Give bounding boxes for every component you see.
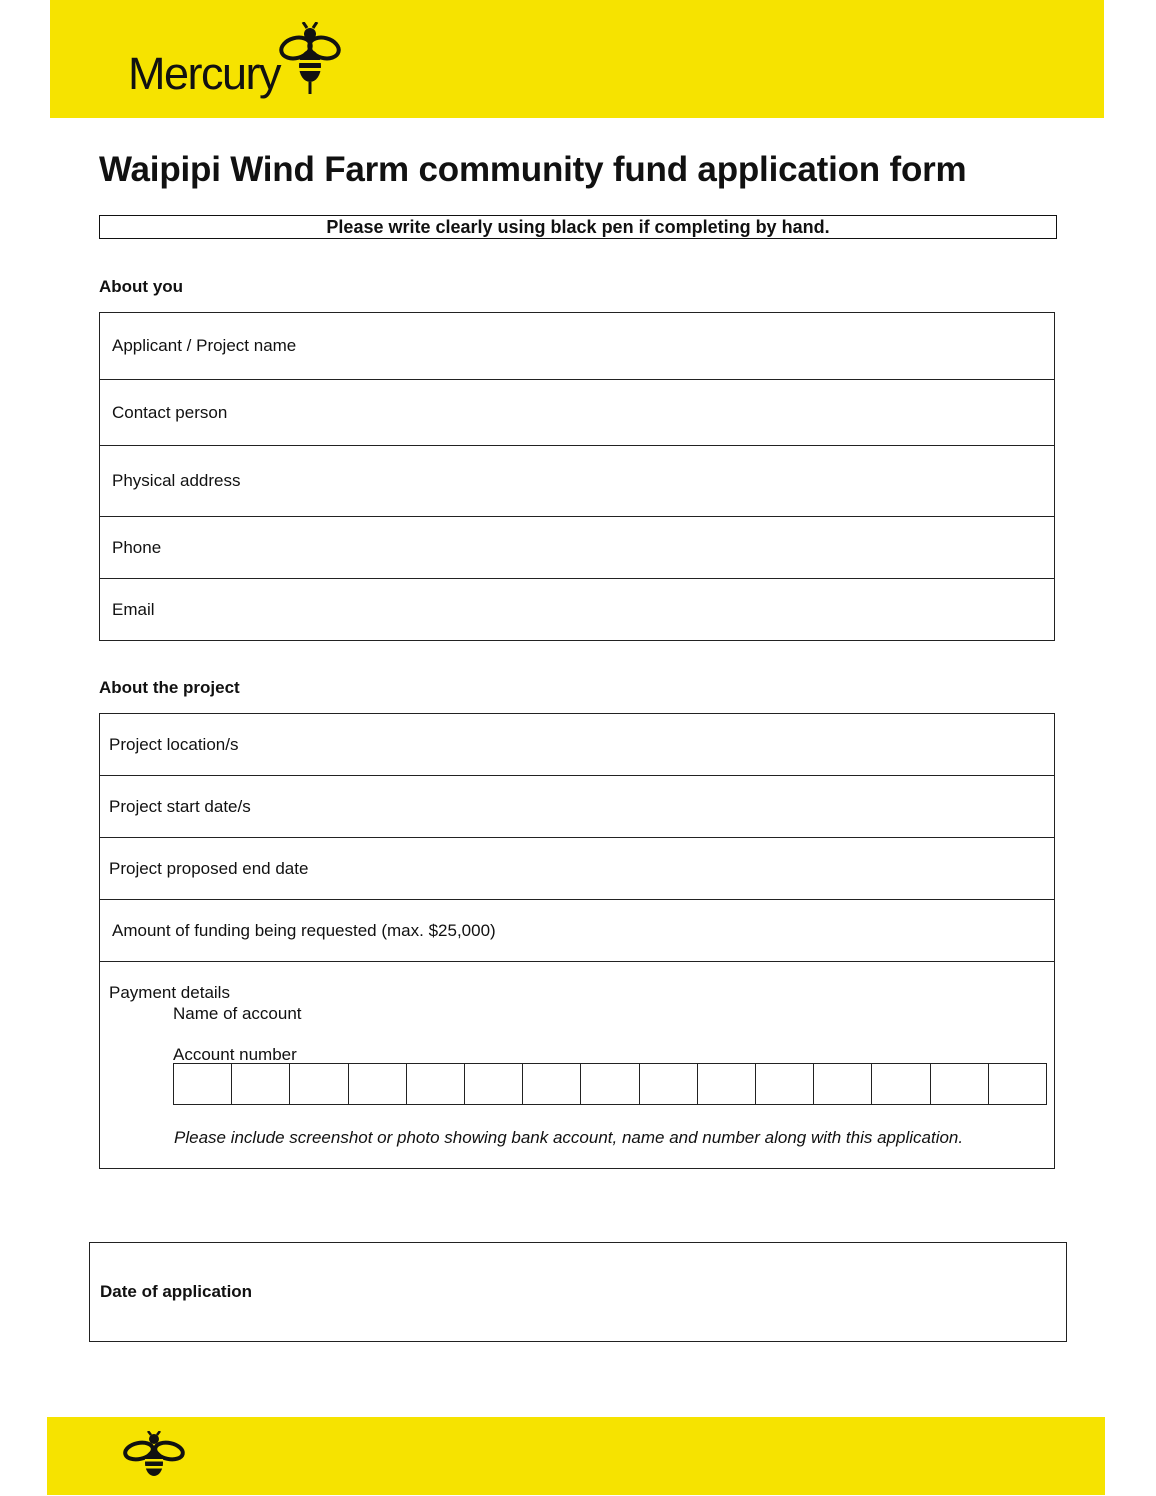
date-of-application-label: Date of application [100,1282,253,1301]
funding-amount-field[interactable] [100,900,1054,962]
about-project-table [99,713,1055,1169]
instruction-notice: Please write clearly using black pen if completing by hand. [99,215,1057,239]
field-label: Phone [112,537,162,557]
project-location-field[interactable] [100,714,1054,776]
page-title: Waipipi Wind Farm community fund application form [99,150,967,189]
account-digit-box[interactable] [698,1064,756,1104]
account-digit-box[interactable] [814,1064,872,1104]
account-digit-box[interactable] [581,1064,639,1104]
date-of-application-field[interactable] [89,1242,1067,1342]
payment-note: Please include screenshot or photo showing bank account, name and number along with this application. [174,1128,964,1147]
account-digit-box[interactable] [232,1064,290,1104]
project-end-date-field[interactable] [100,838,1054,900]
account-digit-box[interactable] [989,1064,1046,1104]
about-you-heading: About you [99,277,184,296]
footer-band [47,1417,1105,1495]
physical-address-field[interactable] [100,446,1054,517]
mercury-logo [128,22,358,102]
field-label: Applicant / Project name [112,336,297,355]
about-project-heading: About the project [99,678,240,697]
account-digit-box[interactable] [174,1064,232,1104]
payment-details-section [100,962,1054,1168]
field-label: Project start date/s [109,796,251,816]
applicant-name-field[interactable] [100,313,1054,380]
field-label: Email [112,599,155,619]
account-digit-box[interactable] [290,1064,348,1104]
phone-field[interactable] [100,517,1054,579]
brand-name: Mercury [128,48,281,99]
contact-person-field[interactable] [100,380,1054,446]
account-number-boxes [173,1063,1047,1105]
field-label: Project proposed end date [109,858,309,878]
about-you-table [99,312,1055,641]
account-digit-box[interactable] [465,1064,523,1104]
account-digit-box[interactable] [407,1064,465,1104]
account-number-label: Account number [173,1045,297,1064]
account-digit-box[interactable] [523,1064,581,1104]
account-digit-box[interactable] [872,1064,930,1104]
account-digit-box[interactable] [349,1064,407,1104]
field-label: Physical address [112,471,241,490]
account-name-field[interactable]: Name of account [173,1004,302,1023]
account-digit-box[interactable] [931,1064,989,1104]
account-digit-box[interactable] [756,1064,814,1104]
field-label: Amount of funding being requested (max. $25,000) [112,920,496,940]
account-digit-box[interactable] [640,1064,698,1104]
project-start-date-field[interactable] [100,776,1054,838]
field-label: Project location/s [109,734,239,754]
field-label: Contact person [112,402,228,422]
bee-icon [121,1431,187,1481]
email-field[interactable] [100,579,1054,640]
bee-logo-icon [274,22,344,100]
payment-details-label: Payment details [109,983,230,1002]
